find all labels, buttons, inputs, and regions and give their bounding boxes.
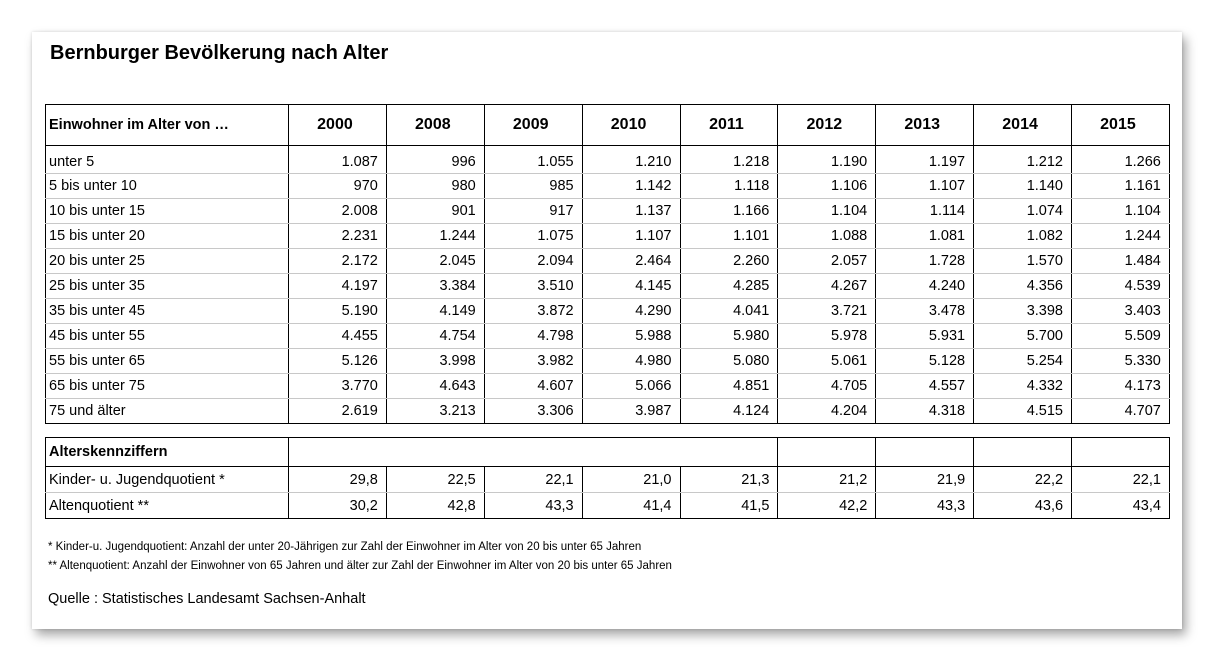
table-cell: 3.770: [289, 374, 387, 399]
table-cell: 4.149: [386, 299, 484, 324]
table-cell: 1.087: [289, 146, 387, 174]
table-cell: 4.798: [484, 324, 582, 349]
header-year: 2010: [582, 105, 680, 146]
table-cell: 4.754: [386, 324, 484, 349]
table-cell: 4.204: [778, 399, 876, 424]
table-cell: 5.509: [1072, 324, 1170, 349]
table-cell: 1.244: [386, 224, 484, 249]
table-cell: 2.260: [680, 249, 778, 274]
table-cell: 4.707: [1072, 399, 1170, 424]
table-cell: 4.332: [974, 374, 1072, 399]
table-cell: 4.240: [876, 274, 974, 299]
table-cell: 22,1: [1072, 467, 1170, 493]
table-cell: 5.254: [974, 349, 1072, 374]
row-label: 10 bis unter 15: [46, 199, 289, 224]
table-cell: 3.721: [778, 299, 876, 324]
table-cell: 970: [289, 174, 387, 199]
table-header-row: [46, 105, 1170, 146]
table-cell: 2.464: [582, 249, 680, 274]
table-cell: 917: [484, 199, 582, 224]
table-cell: 1.055: [484, 146, 582, 174]
row-label: 25 bis unter 35: [46, 274, 289, 299]
table-cell: 5.330: [1072, 349, 1170, 374]
table-cell: 4.124: [680, 399, 778, 424]
table-cell: 3.403: [1072, 299, 1170, 324]
table-cell: 4.643: [386, 374, 484, 399]
table-cell: 1.484: [1072, 249, 1170, 274]
header-year: 2000: [289, 105, 387, 146]
table-cell: 21,2: [778, 467, 876, 493]
table-cell: 1.197: [876, 146, 974, 174]
table-cell: 5.931: [876, 324, 974, 349]
table-row: [46, 299, 1170, 324]
table-cell: 2.057: [778, 249, 876, 274]
header-year: 2013: [876, 105, 974, 146]
header-year: 2014: [974, 105, 1072, 146]
table-cell: 985: [484, 174, 582, 199]
table-row: [46, 467, 1170, 493]
table-cell: 5.126: [289, 349, 387, 374]
table-cell: 1.104: [1072, 199, 1170, 224]
footnotes: [48, 538, 672, 576]
population-table: [45, 104, 1170, 424]
table-cell: 1.142: [582, 174, 680, 199]
table-cell: 5.066: [582, 374, 680, 399]
table-cell: 1.106: [778, 174, 876, 199]
table-cell: 21,0: [582, 467, 680, 493]
ratio-header-row: [46, 438, 1170, 467]
table-cell: 1.107: [876, 174, 974, 199]
table-cell: 4.285: [680, 274, 778, 299]
table-cell: 3.982: [484, 349, 582, 374]
ratio-table: [45, 437, 1170, 519]
table-cell: 4.290: [582, 299, 680, 324]
table-row: [46, 249, 1170, 274]
table-cell: 5.190: [289, 299, 387, 324]
header-year: 2008: [386, 105, 484, 146]
table-cell: 4.267: [778, 274, 876, 299]
table-row: [46, 146, 1170, 174]
table-cell: 42,8: [386, 493, 484, 519]
table-cell: 3.987: [582, 399, 680, 424]
row-label: Altenquotient **: [46, 493, 289, 519]
table-cell: 980: [386, 174, 484, 199]
table-cell: 3.213: [386, 399, 484, 424]
table-cell: 3.306: [484, 399, 582, 424]
table-cell: 21,9: [876, 467, 974, 493]
table-cell: 2.094: [484, 249, 582, 274]
table-cell: 901: [386, 199, 484, 224]
table-cell: 4.851: [680, 374, 778, 399]
table-cell: 5.700: [974, 324, 1072, 349]
table-cell: 4.455: [289, 324, 387, 349]
table-cell: 1.118: [680, 174, 778, 199]
table-cell: 1.074: [974, 199, 1072, 224]
table-cell: 1.728: [876, 249, 974, 274]
footnote-2: ** Altenquotient: Anzahl der Einwohner von 65 Jahren und älter zur Zahl der Einwohner im Alter von 20 bis unter 65 Jahren: [48, 560, 672, 572]
row-label: 75 und älter: [46, 399, 289, 424]
table-row: [46, 199, 1170, 224]
table-cell: 3.398: [974, 299, 1072, 324]
table-row: [46, 374, 1170, 399]
table-cell: 1.114: [876, 199, 974, 224]
page-title: Bernburger Bevölkerung nach Alter: [50, 42, 389, 64]
table-row: [46, 399, 1170, 424]
row-label: 65 bis unter 75: [46, 374, 289, 399]
table-cell: 22,5: [386, 467, 484, 493]
table-cell: 1.161: [1072, 174, 1170, 199]
table-cell: 4.356: [974, 274, 1072, 299]
row-label: Kinder- u. Jugendquotient *: [46, 467, 289, 493]
table-cell: 4.607: [484, 374, 582, 399]
table-cell: 1.137: [582, 199, 680, 224]
table-cell: 5.080: [680, 349, 778, 374]
ratio-header-cell: [876, 438, 974, 467]
table-cell: 4.980: [582, 349, 680, 374]
table-cell: 30,2: [289, 493, 387, 519]
row-label: 45 bis unter 55: [46, 324, 289, 349]
row-label: 55 bis unter 65: [46, 349, 289, 374]
table-cell: 4.197: [289, 274, 387, 299]
table-cell: 5.980: [680, 324, 778, 349]
table-cell: 996: [386, 146, 484, 174]
table-cell: 5.988: [582, 324, 680, 349]
table-cell: 3.510: [484, 274, 582, 299]
table-cell: 43,4: [1072, 493, 1170, 519]
table-cell: 1.244: [1072, 224, 1170, 249]
table-cell: 5.061: [778, 349, 876, 374]
table-cell: 4.539: [1072, 274, 1170, 299]
table-cell: 1.570: [974, 249, 1072, 274]
table-cell: 1.266: [1072, 146, 1170, 174]
table-cell: 1.101: [680, 224, 778, 249]
header-year: 2009: [484, 105, 582, 146]
ratio-header-label: Alterskennziffern: [46, 438, 289, 467]
table-cell: 4.318: [876, 399, 974, 424]
table-row: [46, 349, 1170, 374]
table-cell: 2.231: [289, 224, 387, 249]
table-cell: 5.978: [778, 324, 876, 349]
table-row: [46, 174, 1170, 199]
table-cell: 43,3: [484, 493, 582, 519]
row-label: 20 bis unter 25: [46, 249, 289, 274]
table-cell: 5.128: [876, 349, 974, 374]
table-cell: 3.478: [876, 299, 974, 324]
table-cell: 4.705: [778, 374, 876, 399]
table-cell: 1.082: [974, 224, 1072, 249]
row-label: 15 bis unter 20: [46, 224, 289, 249]
header-year: 2012: [778, 105, 876, 146]
document-sheet: [32, 32, 1182, 629]
table-cell: 22,1: [484, 467, 582, 493]
table-cell: 2.619: [289, 399, 387, 424]
table-cell: 2.045: [386, 249, 484, 274]
table-cell: 4.145: [582, 274, 680, 299]
header-age-label: Einwohner im Alter von …: [46, 105, 289, 146]
table-cell: 1.212: [974, 146, 1072, 174]
table-cell: 3.384: [386, 274, 484, 299]
table-cell: 1.210: [582, 146, 680, 174]
table-cell: 22,2: [974, 467, 1072, 493]
header-year: 2011: [680, 105, 778, 146]
table-cell: 42,2: [778, 493, 876, 519]
table-cell: 43,3: [876, 493, 974, 519]
row-label: unter 5: [46, 146, 289, 174]
ratio-header-cell: [1072, 438, 1170, 467]
table-cell: 1.107: [582, 224, 680, 249]
table-cell: 2.172: [289, 249, 387, 274]
table-row: [46, 324, 1170, 349]
table-cell: 3.998: [386, 349, 484, 374]
table-cell: 4.557: [876, 374, 974, 399]
table-cell: 1.166: [680, 199, 778, 224]
table-cell: 1.190: [778, 146, 876, 174]
table-cell: 43,6: [974, 493, 1072, 519]
table-cell: 4.173: [1072, 374, 1170, 399]
table-cell: 21,3: [680, 467, 778, 493]
table-cell: 4.515: [974, 399, 1072, 424]
table-cell: 1.218: [680, 146, 778, 174]
table-cell: 41,4: [582, 493, 680, 519]
ratio-header-empty: [289, 438, 778, 467]
table-cell: 29,8: [289, 467, 387, 493]
table-cell: 1.104: [778, 199, 876, 224]
table-cell: 1.088: [778, 224, 876, 249]
table-cell: 1.081: [876, 224, 974, 249]
footnote-1: * Kinder-u. Jugendquotient: Anzahl der unter 20-Jährigen zur Zahl der Einwohner im Alter von 20 bis unter 65 Jahren: [48, 541, 642, 553]
ratio-header-cell: [778, 438, 876, 467]
table-cell: 1.140: [974, 174, 1072, 199]
table-row: [46, 493, 1170, 519]
row-label: 35 bis unter 45: [46, 299, 289, 324]
table-cell: 4.041: [680, 299, 778, 324]
table-cell: 2.008: [289, 199, 387, 224]
source-note: Quelle : Statistisches Landesamt Sachsen-Anhalt: [48, 591, 366, 607]
table-cell: 1.075: [484, 224, 582, 249]
header-year: 2015: [1072, 105, 1170, 146]
ratio-header-cell: [974, 438, 1072, 467]
table-cell: 3.872: [484, 299, 582, 324]
table-row: [46, 274, 1170, 299]
table-row: [46, 224, 1170, 249]
table-cell: 41,5: [680, 493, 778, 519]
row-label: 5 bis unter 10: [46, 174, 289, 199]
